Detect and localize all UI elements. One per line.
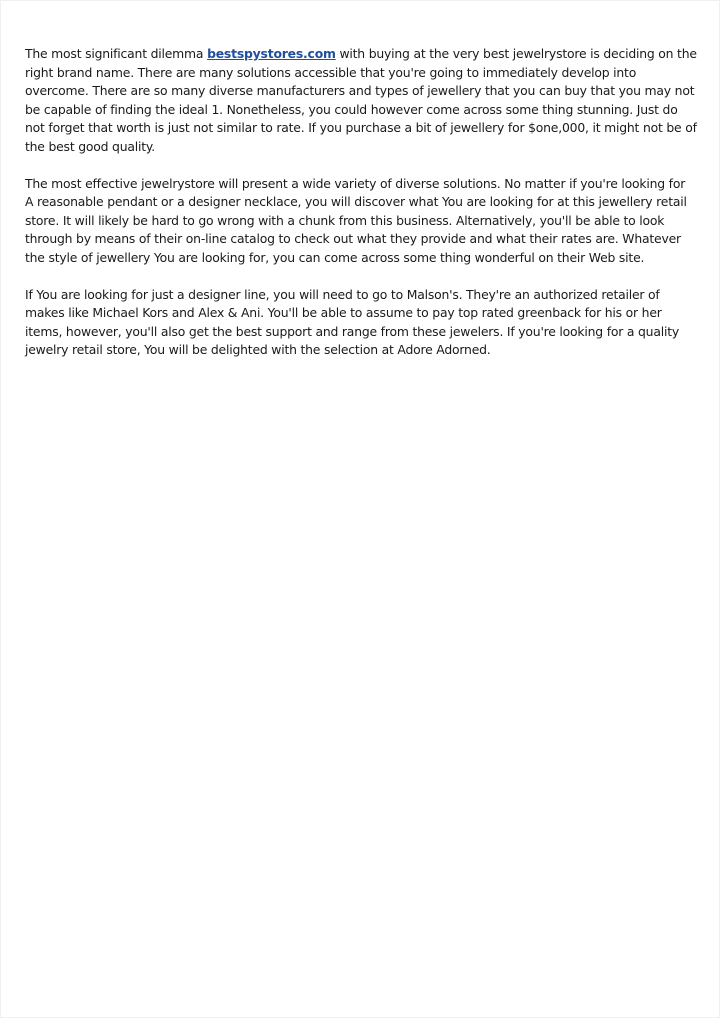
paragraph-1-rest: with buying at the very best jewelrystore is deciding on the right brand name. There are many solutions accessible that you're going to immediately develop into overcome. There are so many diverse manufacturers and types of jewellery that you can buy that you may not be capable of finding the ideal 1. Nonetheless, you could however come across some thing stunning. Just do not forget that worth is just not similar to rate. If you purchase a bit of jewellery for $one,000, it might not be of the best good quality. (25, 46, 697, 154)
bestspystores-link[interactable]: bestspystores.com (207, 46, 336, 61)
paragraph-1-intro: The most significant dilemma (25, 46, 208, 61)
paragraph-2: The most effective jewelrystore will present a wide variety of diverse solutions. No matter if you're looking for A reasonable pendant or a designer necklace, you will discover what You are looking for at this jewellery retail store. It will likely be hard to go wrong with a chunk from this business. Alternatively, you'll be able to look through by means of their on-line catalog to check out what they provide and what their rates are. Whatever the style of jewellery You are looking for, you can come across some thing wonderful on their Web site. (25, 175, 687, 265)
paragraph-3: If You are looking for just a designer line, you will need to go to Malson's. They're an authorized retailer of makes like Michael Kors and Alex & Ani. You'll be able to assume to pay top rated greenback for his or her items, however, you'll also get the best support and range from these jewelers. If you're looking for a quality jewelry retail store, You will be delighted with the selection at Adore Adorned. (25, 286, 680, 357)
article-body (25, 45, 697, 378)
paragraph-1 (25, 45, 697, 156)
